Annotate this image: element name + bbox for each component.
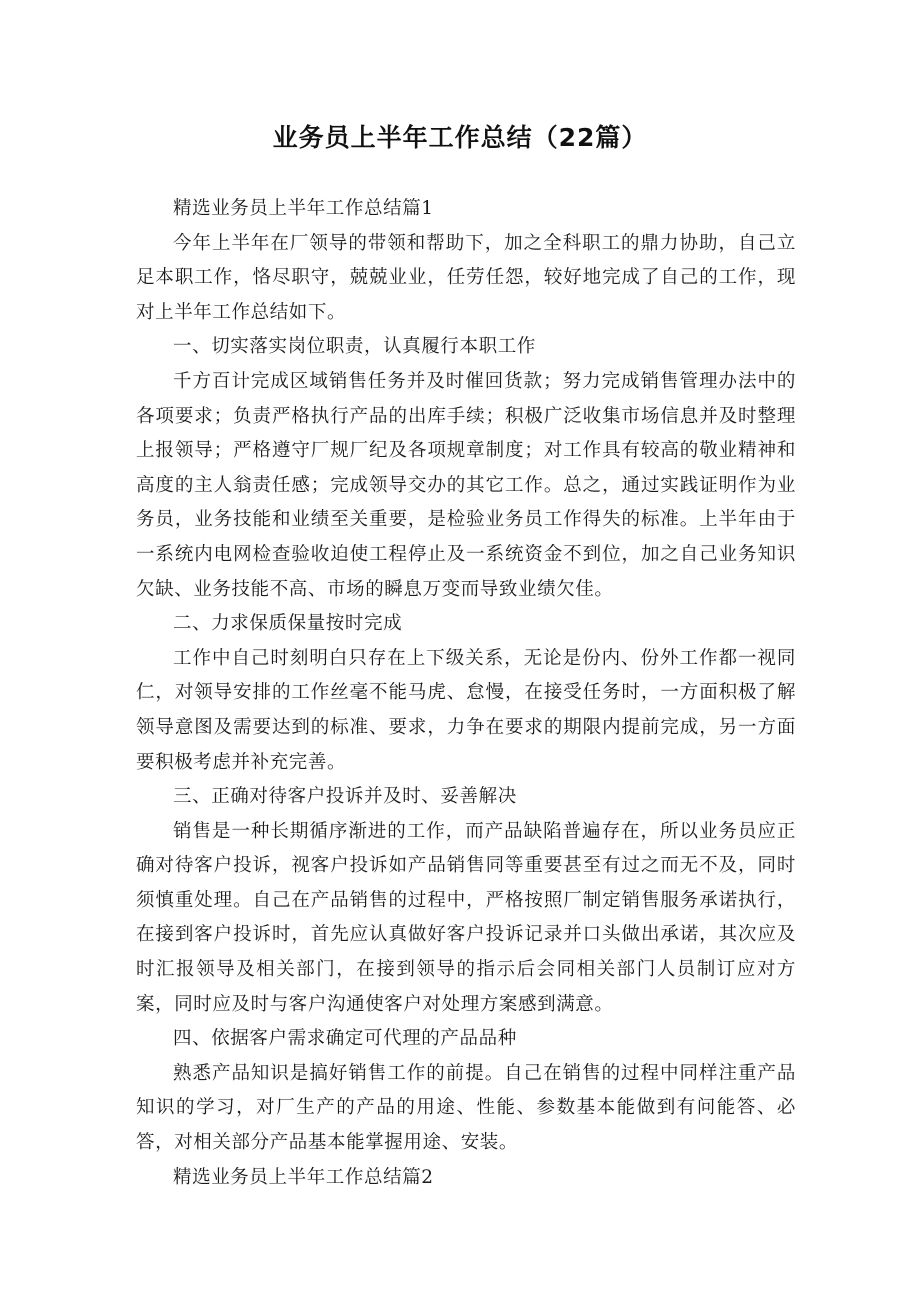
products-paragraph: 熟悉产品知识是搞好销售工作的前提。自己在销售的过程中同样注重产品知识的学习，对厂生产的产品的用途、性能、参数基本能做到有问能答、必答，对相关部分产品基本能掌握用途、安装。: [136, 1062, 796, 1154]
section-heading-quality: 二、力求保质保量按时完成: [173, 613, 403, 635]
complaints-paragraph: 销售是一种长期循序渐进的工作，而产品缺陷普遍存在，所以业务员应正确对待客户投诉，视客户投诉如产品销售同等重要甚至有过之而无不及，同时须慎重处理。自己在产品销售的过程中，严格按照厂制定销售服务承诺执行，在接到客户投诉时，首先应认真做好客户投诉记录并口头做出承诺，其次应及时汇报领导及相关部门，在接到领导的指示后会同相关部门人员制订应对方案，同时应及时与客户沟通使客户对处理方案感到满意。: [136, 820, 796, 1015]
section-heading-duties: 一、切实落实岗位职责，认真履行本职工作: [173, 336, 536, 358]
section-heading-complaints: 三、正确对待客户投诉并及时、妥善解决: [173, 786, 517, 808]
intro-paragraph: 今年上半年在厂领导的带领和帮助下，加之全科职工的鼎力协助，自己立足本职工作，恪尽职守，兢兢业业，任劳任怨，较好地完成了自己的工作，现对上半年工作总结如下。: [136, 232, 796, 323]
quality-paragraph: 工作中自己时刻明白只存在上下级关系，无论是份内、份外工作都一视同仁，对领导安排的工作丝毫不能马虎、怠慢，在接受任务时，一方面积极了解领导意图及需要达到的标准、要求，力争在要求的期限内提前完成，另一方面要积极考虑并补充完善。: [136, 647, 796, 773]
document-title: 业务员上半年工作总结（22篇）: [272, 123, 648, 152]
section-heading-part-2: 精选业务员上半年工作总结篇2: [173, 1166, 434, 1188]
section-heading-products: 四、依据客户需求确定可代理的产品品种: [173, 1028, 517, 1050]
section-heading-part-1: 精选业务员上半年工作总结篇1: [173, 198, 434, 219]
duties-paragraph: 千方百计完成区域销售任务并及时催回货款；努力完成销售管理办法中的各项要求；负责严格执行产品的出库手续；积极广泛收集市场信息并及时整理上报领导；严格遵守厂规厂纪及各项规章制度；对工作具有较高的敬业精神和高度的主人翁责任感；完成领导交办的其它工作。总之，通过实践证明作为业务员，业务技能和业绩至关重要，是检验业务员工作得失的标准。上半年由于一系统内电网检查验收迫使工程停止及一系统资金不到位，加之自己业务知识欠缺、业务技能不高、市场的瞬息万变而导致业绩欠佳。: [136, 370, 796, 600]
document-body: [136, 192, 796, 1195]
